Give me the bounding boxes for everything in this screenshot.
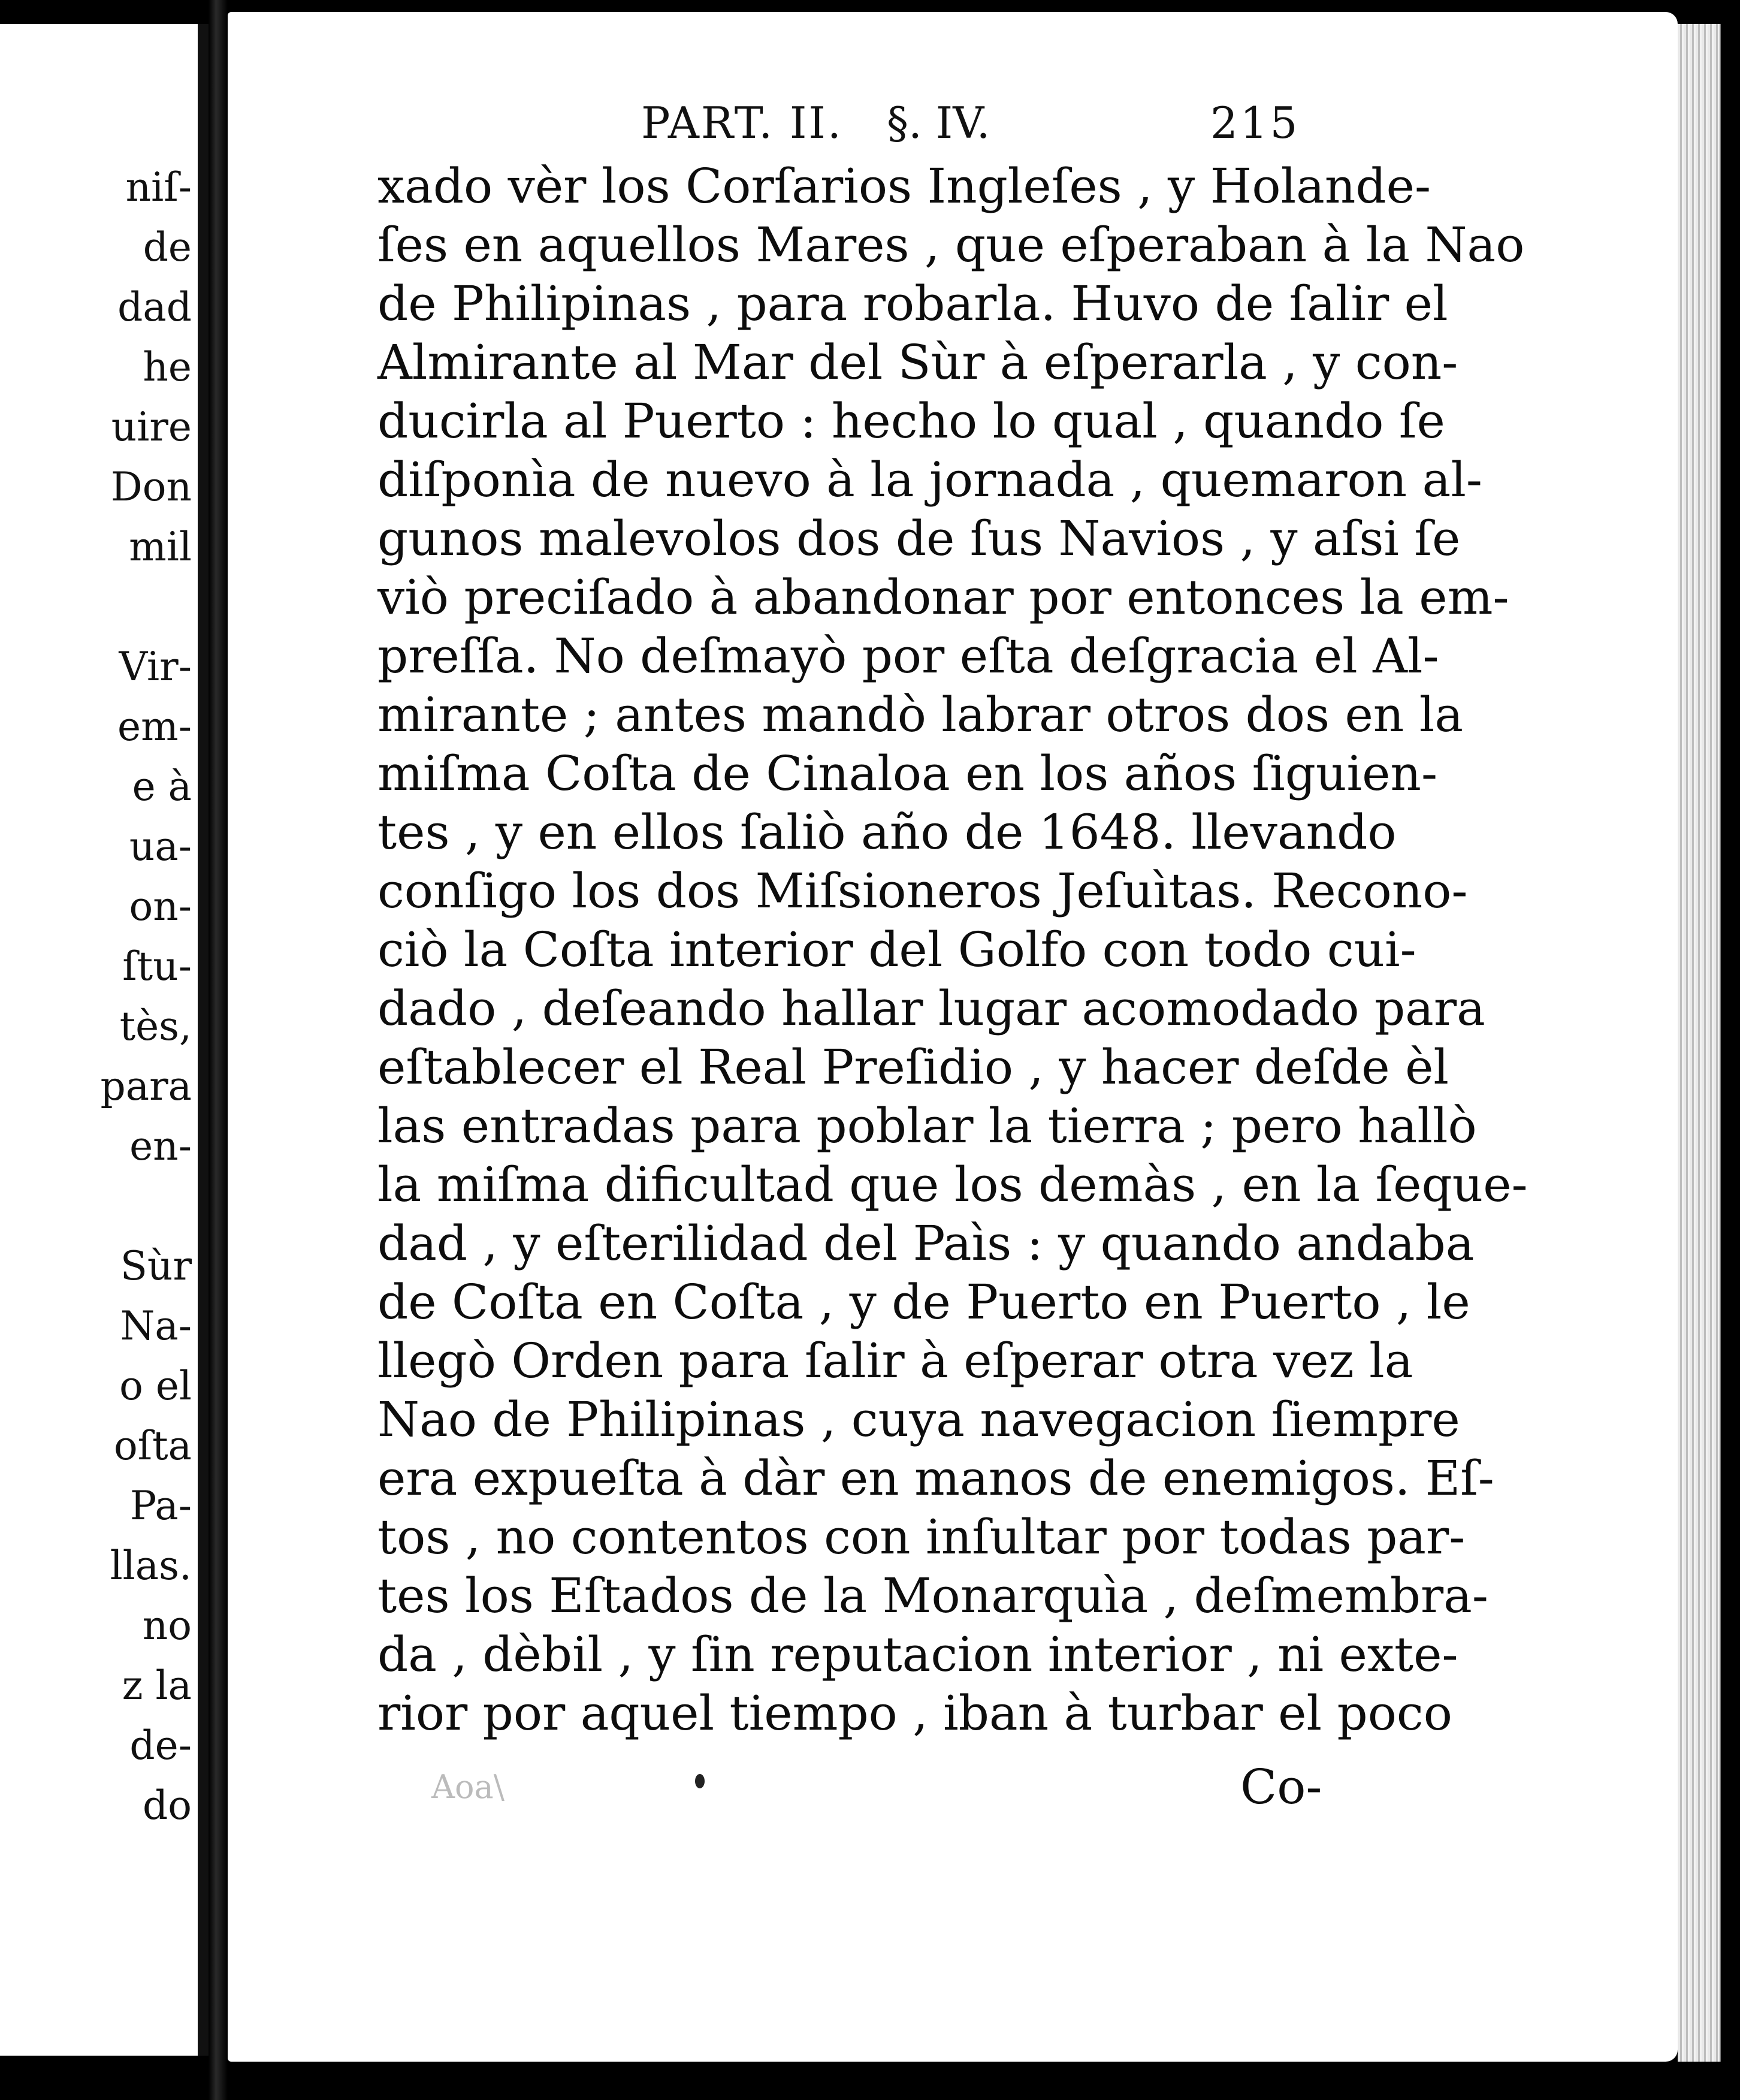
facing-line: Vir-	[119, 644, 192, 690]
body-text	[377, 157, 1528, 1743]
text-line: viò preciſado à abandonar por entonces la em-	[377, 569, 1509, 625]
book-gutter	[209, 0, 228, 2100]
text-line: Almirante al Mar del Sùr à eſperarla , y con-	[377, 334, 1458, 390]
text-line: ciò la Coſta interior del Golfo con todo cui-	[377, 922, 1416, 977]
facing-line: Pa-	[129, 1483, 192, 1529]
text-line: era expueſta à dàr en manos de enemigos. Eſ-	[377, 1450, 1494, 1506]
text-line: la miſma dificultad que los demàs , en la ſeque-	[377, 1157, 1528, 1212]
facing-line: niſ-	[125, 164, 192, 210]
facing-line: z la	[122, 1662, 192, 1709]
facing-line: he	[143, 344, 192, 390]
text-line: llegò Orden para ſalir à eſperar otra vez la	[377, 1333, 1413, 1389]
text-line: miſma Coſta de Cinaloa en los años ſiguien-	[377, 746, 1437, 801]
text-line: tes , y en ellos ſaliò año de 1648. llevando	[377, 804, 1397, 860]
catchword: Co-	[1240, 1759, 1322, 1815]
facing-line: no	[142, 1603, 192, 1649]
facing-line: oſta	[113, 1423, 192, 1469]
text-line: da , dèbil , y ſin reputacion interior , ni exte-	[377, 1627, 1458, 1682]
text-line: Nao de Philipinas , cuya navegacion ſiempre	[377, 1392, 1460, 1447]
facing-line: uire	[111, 404, 192, 450]
text-line: dado , deſeando hallar lugar acomodado para	[377, 980, 1485, 1036]
section-label: §. IV.	[887, 98, 990, 148]
text-line: ſes en aquellos Mares , que eſperaban à la Nao	[377, 217, 1525, 273]
text-line: de Coſta en Coſta , y de Puerto en Puerto , le	[377, 1274, 1470, 1330]
facing-line: para	[100, 1063, 192, 1109]
text-line: preſſa. No deſmayò por eſta deſgracia el Al-	[377, 628, 1439, 684]
facing-line: ua-	[129, 823, 192, 870]
text-line: ducirla al Puerto : hecho lo qual , quando ſe	[377, 393, 1445, 449]
text-line: de Philipinas , para robarla. Huvo de ſalir el	[377, 276, 1448, 331]
ink-smudge	[695, 1774, 705, 1788]
text-line: las entradas para poblar la tierra ; pero hallò	[377, 1098, 1477, 1154]
facing-line: Sùr	[120, 1243, 192, 1289]
page-number: 215	[1210, 98, 1300, 148]
faint-mark: Aoa\	[431, 1768, 505, 1806]
text-line: tos , no contentos con inſultar por todas par-	[377, 1509, 1466, 1565]
facing-line: em-	[117, 704, 192, 750]
facing-line: llas.	[110, 1543, 192, 1589]
text-line: rior por aquel tiempo , iban à turbar el poco	[377, 1685, 1452, 1741]
facing-line: ſtu-	[122, 943, 192, 989]
facing-line: de	[143, 224, 192, 270]
facing-line: do	[143, 1782, 192, 1829]
facing-line: o el	[119, 1363, 192, 1409]
facing-line: e à	[132, 764, 192, 810]
text-line: diſponìa de nuevo à la jornada , quemaron al-	[377, 452, 1482, 508]
facing-line: tès,	[119, 1003, 192, 1049]
facing-page-fragment	[0, 24, 209, 2056]
running-header	[641, 96, 1324, 150]
facing-line: mil	[129, 524, 192, 570]
facing-line: de-	[129, 1722, 192, 1769]
text-line: tes los Eſtados de la Monarquìa , deſmembra-	[377, 1568, 1488, 1624]
facing-line: Na-	[120, 1303, 192, 1349]
text-line: xado vèr los Corſarios Ingleſes , y Holande-	[377, 158, 1431, 214]
facing-line: on-	[129, 883, 192, 930]
page-edges	[1678, 24, 1721, 2062]
text-line: mirante ; antes mandò labrar otros dos en la	[377, 687, 1464, 743]
text-line: dad , y eſterilidad del Paìs : y quando andaba	[377, 1215, 1475, 1271]
facing-line: Don	[110, 464, 192, 510]
part-label: PART. II.	[641, 98, 843, 148]
text-line: eſtablecer el Real Preſidio , y hacer deſde èl	[377, 1039, 1449, 1095]
facing-line: dad	[117, 284, 192, 330]
text-line: conſigo los dos Miſsioneros Jeſuìtas. Recono-	[377, 863, 1468, 919]
text-line: gunos malevolos dos de ſus Navios , y aſsi ſe	[377, 511, 1461, 566]
facing-line: en-	[129, 1123, 192, 1169]
